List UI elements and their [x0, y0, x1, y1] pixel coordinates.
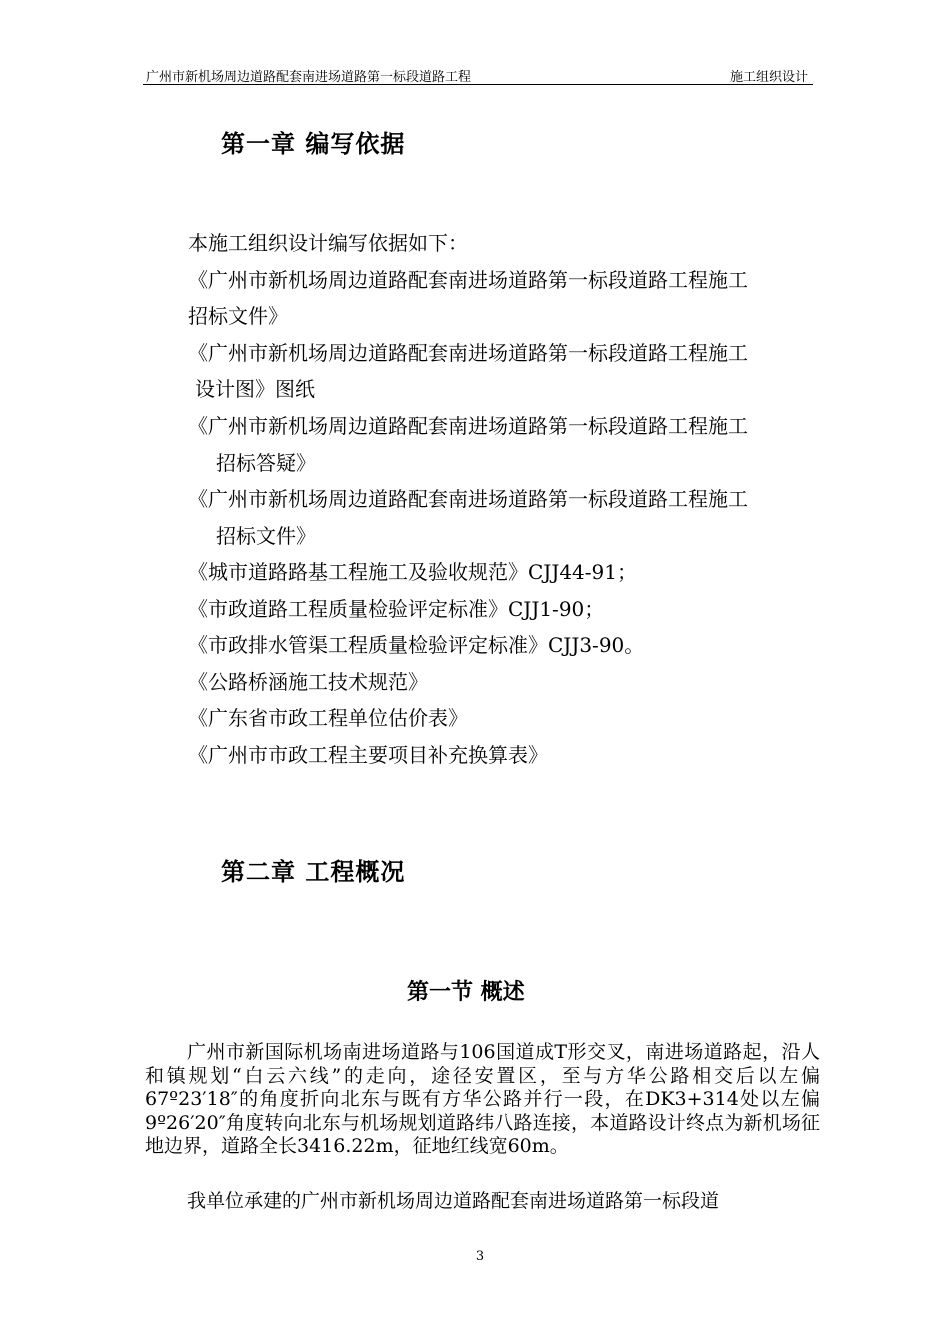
overview-paragraph-2: 我单位承建的广州市新机场周边道路配套南进场道路第一标段道: [187, 1190, 720, 1212]
section-1-title: 第一节 概述: [407, 980, 525, 1005]
reference-line-cont: 设计图》图纸: [195, 377, 315, 401]
reference-line-cont: 招标文件》: [216, 524, 316, 548]
header-doc-type: 施工组织设计: [729, 70, 808, 85]
reference-line: 《广州市新机场周边道路配套南进场道路第一标段道路工程施工: [188, 414, 748, 438]
reference-line-cont: 招标答疑》: [216, 451, 316, 475]
chapter-1-intro: 本施工组织设计编写依据如下：: [188, 231, 468, 255]
chapter-2-title: 第二章 工程概况: [221, 858, 406, 886]
standard-line: 《市政排水管渠工程质量检验评定标准》CJJ3-90。: [188, 633, 645, 657]
standard-line: 《市政道路工程质量检验评定标准》CJJ1-90；: [188, 597, 605, 621]
reference-line: 《广州市新机场周边道路配套南进场道路第一标段道路工程施工: [188, 268, 748, 292]
reference-line: 《广州市新机场周边道路配套南进场道路第一标段道路工程施工: [188, 487, 748, 511]
header-project-title: 广州市新机场周边道路配套南进场道路第一标段道路工程: [146, 70, 472, 85]
overview-paragraph: 广州市新国际机场南进场道路与106国道成T形交叉，南进场道路起，沿人和镇规划“白云六线”的走向，途径安置区，至与方华公路相交后以左偏67º23′18″的角度折向北东与既有方华公路并行一段，在DK3+314处以左偏9º26′20″角度转向北东与机场规划道路纬八路连接，本道路设计终点为新机场征地边界，道路全长3416.22m，征地红线宽60m。: [145, 1041, 820, 1157]
standard-line: 《城市道路路基工程施工及验收规范》CJJ44-91；: [188, 560, 637, 584]
standard-line: 《广州市市政工程主要项目补充换算表》: [188, 743, 548, 767]
reference-line: 《广州市新机场周边道路配套南进场道路第一标段道路工程施工: [188, 341, 748, 365]
chapter-1-title: 第一章 编写依据: [221, 130, 406, 158]
page-header: [143, 64, 813, 85]
reference-line-cont: 招标文件》: [188, 304, 288, 328]
standard-line: 《广东省市政工程单位估价表》: [188, 706, 468, 730]
page-number: 3: [475, 1249, 485, 1264]
standard-line: 《公路桥涵施工技术规范》: [188, 670, 428, 694]
